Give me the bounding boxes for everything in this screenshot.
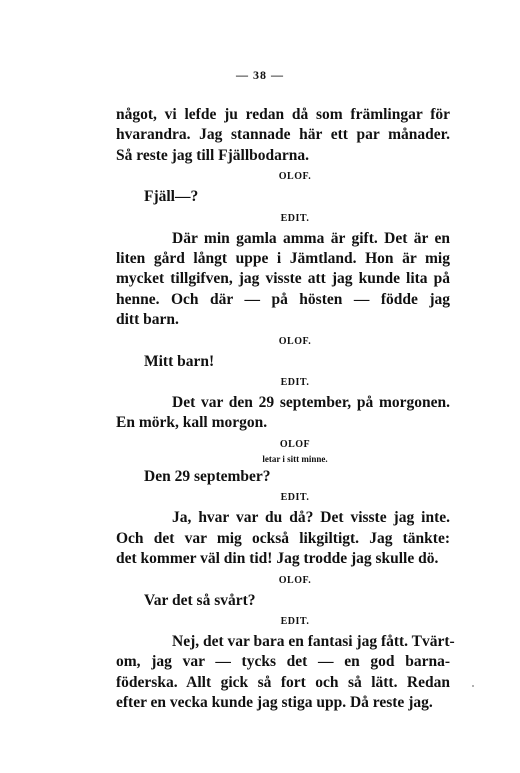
- text-line: liten gård långt uppe i Jämtland. Hon är mig: [116, 250, 450, 268]
- text-line: föderska. Allt gick så fort och så lätt. Redan: [116, 673, 450, 691]
- paragraph: [116, 393, 450, 434]
- page-text: [116, 105, 455, 714]
- text-line: hvarandra. Jag stannade här ett par månader.: [116, 126, 450, 144]
- text-line: Det var den 29 september, på morgonen.: [172, 394, 450, 412]
- text-line: efter en vecka kunde jag stiga upp. Då reste jag.: [116, 694, 433, 712]
- short-line: Fjäll—?: [144, 188, 199, 206]
- text-line: ditt barn.: [116, 311, 179, 329]
- paragraph: [116, 105, 450, 166]
- short-line: Mitt barn!: [144, 352, 215, 370]
- speaker-name: OLOF.: [278, 171, 312, 183]
- speaker-name: OLOF.: [278, 335, 312, 347]
- short-line: Den 29 september?: [144, 467, 271, 485]
- stage-direction: letar i sitt minne.: [262, 453, 328, 464]
- text-line: Ja, hvar var du då? Det visste jag inte.: [172, 509, 450, 527]
- stray-mark: [472, 685, 474, 687]
- paragraph: [116, 229, 450, 331]
- text-line: henne. Och där — på hösten — födde jag: [116, 290, 450, 308]
- speaker-name: OLOF.: [278, 574, 312, 586]
- text-line: mycket tillgifven, jag visste att jag kunde lita på: [116, 270, 450, 288]
- speaker-name: EDIT.: [280, 492, 310, 504]
- text-line: om, jag var — tycks det — en god barna-: [116, 653, 450, 671]
- text-line: Och det var mig också likgiltigt. Jag tänkte:: [116, 529, 450, 547]
- text-line: En mörk, kall morgon.: [116, 414, 268, 432]
- text-line: Nej, det var bara en fantasi jag fått. Tvärt-: [172, 632, 455, 650]
- speaker-name: OLOF: [279, 438, 311, 450]
- text-line: Där min gamla amma är gift. Det är en: [172, 229, 450, 247]
- text-line: Så reste jag till Fjällbodarna.: [116, 146, 310, 164]
- paragraph: [116, 508, 450, 569]
- speaker-name: EDIT.: [280, 615, 310, 627]
- speaker-name: EDIT.: [280, 212, 310, 224]
- short-line: Var det så svårt?: [144, 591, 256, 609]
- text-line: något, vi lefde ju redan då som främlingar för: [116, 106, 450, 123]
- paragraph: [116, 632, 455, 714]
- speaker-name: EDIT.: [280, 377, 310, 389]
- page-number: — 38 —: [236, 68, 284, 82]
- text-line: det kommer väl din tid! Jag trodde jag skulle dö.: [116, 550, 439, 568]
